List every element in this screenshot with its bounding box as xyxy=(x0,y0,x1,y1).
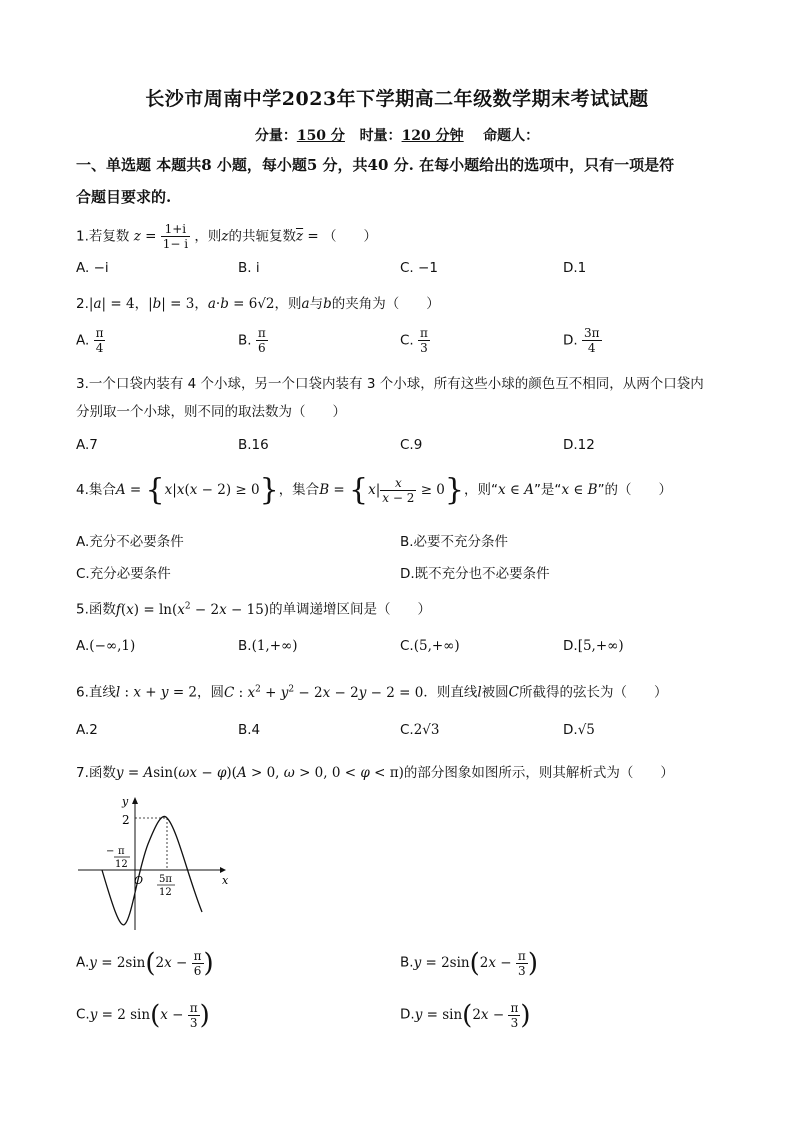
q4-option-a[interactable]: A.充分不必要条件 xyxy=(76,534,184,550)
q7-option-d[interactable]: D.y = sin(2x − $\frac{\pi}{3}$ ) xyxy=(400,1000,531,1030)
q2-option-d[interactable]: D. $\frac{3\pi}{4}$ xyxy=(563,326,600,355)
section-heading-line1: 一、单选题 本题共8 小题，每小题5 分，共40 分. 在每小题给出的选项中，只有一项是符 xyxy=(76,156,675,174)
q2-option-b[interactable]: B. $\frac{\pi}{6}$ xyxy=(238,326,266,355)
time-value: 120 分钟 xyxy=(401,128,464,144)
q5-option-d[interactable]: D.[5,+∞) xyxy=(563,638,624,654)
exam-title: 长沙市周南中学2023年下学期高二年级数学期末考试试题 xyxy=(145,88,649,110)
q6-option-d[interactable]: D.√5 xyxy=(563,722,595,738)
pos-tick-num: 5π xyxy=(159,874,172,885)
q1-z: z xyxy=(221,228,229,245)
x-label: x xyxy=(222,874,229,887)
score-label: 分量： xyxy=(254,128,297,144)
neg-tick-minus: − xyxy=(106,846,115,857)
q7-option-c[interactable]: C.y = 2 sin(x − $\frac{\pi}{3}$ ) xyxy=(76,1000,210,1030)
q3-option-c[interactable]: C.9 xyxy=(400,437,423,453)
question-1: 1.若复数 z = $\frac{1+i}{1- i}$ ，则z的共轭复数$\overline{z}$ = （ ） xyxy=(76,222,377,251)
question-4: 4.集合A = {x|x(x − 2) ≥ 0}，集合B = {x| $\frac{x}{x - 2}$ ≥ 0}，则“x ∈ A”是“x ∈ B”的（ ） xyxy=(76,472,673,508)
q1-post: 的共轭复数 xyxy=(228,228,296,245)
q3-option-d[interactable]: D.12 xyxy=(563,437,595,453)
q5-option-a[interactable]: A.(−∞,1) xyxy=(76,638,136,654)
pos-tick-den: 12 xyxy=(159,887,172,898)
q2-option-a[interactable]: A. $\frac{\pi}{4}$ xyxy=(76,326,104,355)
q1-option-d[interactable]: D.1 xyxy=(563,260,587,276)
q7-option-b[interactable]: B.y = 2sin(2x − $\frac{\pi}{3}$ ) xyxy=(400,948,538,978)
q5-option-c[interactable]: C.(5,+∞) xyxy=(400,638,460,654)
q4-option-d[interactable]: D.既不充分也不必要条件 xyxy=(400,566,550,582)
sine-curve xyxy=(102,816,202,924)
q3-option-a[interactable]: A.7 xyxy=(76,437,98,453)
q4-option-c[interactable]: C.充分必要条件 xyxy=(76,566,171,582)
section-heading-line2: 合题目要求的. xyxy=(76,188,172,206)
q1-mid: ，则 xyxy=(194,228,222,245)
question-6: 6.直线l : x + y = 2，圆C : $x^2 + y^2 - 2x - 2y - 2 = 0$．则直线l被圆C所截得的弦长为（ ） xyxy=(76,684,668,701)
q6-option-a[interactable]: A.2 xyxy=(76,722,98,738)
question-2: 2.|a| = 4，|b| = 3，a·b = 6√2，则a与b的夹角为（ ） xyxy=(76,296,440,312)
q1-option-c[interactable]: C. −1 xyxy=(400,260,438,276)
section-heading xyxy=(76,149,726,213)
question-3: 3.一个口袋内装有 4 个小球，另一个口袋内装有 3 个小球，所有这些小球的颜色互不相同，从两个口袋内 分别取一个小球，则不同的取法数为（ ） xyxy=(76,376,704,420)
q2-option-c[interactable]: C. $\frac{\pi}{3}$ xyxy=(400,326,428,355)
q4-option-b[interactable]: B.必要不充分条件 xyxy=(400,534,509,550)
question-5: 5.函数$f(x) = \ln(x^2 - 2x - 15)$的单调递增区间是（ ） xyxy=(76,601,432,618)
y-label: y xyxy=(122,795,129,808)
exam-meta xyxy=(0,125,794,145)
time-label: 时量： xyxy=(359,128,402,144)
q7-option-a[interactable]: A.y = 2sin(2x − $\frac{\pi}{6}$ ) xyxy=(76,948,214,978)
question-7: 7.函数y = Asin(ωx − φ)(A > 0, ω > 0, 0 < φ < π)的部分图象如图所示，则其解析式为（ ） xyxy=(76,765,674,781)
y-axis-arrow xyxy=(132,797,138,804)
q6-option-b[interactable]: B.4 xyxy=(238,722,261,738)
q1-end: （ ） xyxy=(323,228,377,245)
origin-label: O xyxy=(134,874,144,887)
y-max-label: 2 xyxy=(122,813,130,827)
q5-option-b[interactable]: B.(1,+∞) xyxy=(238,638,298,654)
q6-option-c[interactable]: C.2√3 xyxy=(400,722,440,738)
q3-option-b[interactable]: B.16 xyxy=(238,437,269,453)
x-axis-arrow xyxy=(220,867,226,873)
q1-fraction: $\frac{1+i}{1- i}$ xyxy=(162,222,189,251)
author-label: 命题人： xyxy=(483,128,540,144)
q1-pre: 1.若复数 xyxy=(76,228,130,245)
score-value: 150 分 xyxy=(296,128,345,144)
neg-tick-num: π xyxy=(118,846,125,857)
q1-option-b[interactable]: B. i xyxy=(238,260,260,276)
neg-tick-den: 12 xyxy=(115,859,128,870)
q1-option-a[interactable]: A. −i xyxy=(76,260,109,276)
q7-graph xyxy=(72,792,232,932)
